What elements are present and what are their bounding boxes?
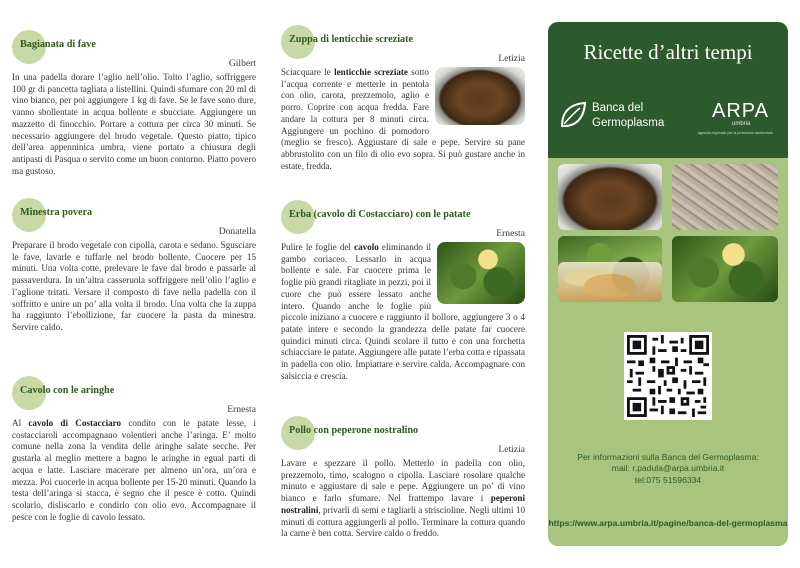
recipe-header — [281, 416, 525, 444]
recipe-erba-patate — [281, 200, 525, 382]
recipe-text: Pulire le foglie del cavolo eliminando il gambo coriaceo. Lessarlo in acqua bollente e sale. Far cuocere prima le foglie più grandi ritagliate in pezzi, poi il cuore che può essere lessato anche intero. Quando anche le foglie più piccole iniziano a cuocere e raggiunto il bollore, aggiungere 3 o 4 patate intere e secondo la grandezza delle patate far cuocere quindici minuti circa. Quindi scolare il tutto e con una forchetta schiacciare le patate. Aggiungere alle patate l’erba cotta e ripassata in padella con olio. Impiattare e servire calda. Accompagnare con salsiccia e crescia. — [281, 242, 525, 381]
recipe-author: Letizia — [498, 53, 525, 64]
recipe-author: Ernesta — [227, 404, 256, 415]
recipe-header — [12, 30, 256, 58]
recipe-header — [12, 376, 256, 404]
arpa-sublabel: umbria — [732, 121, 751, 127]
recipe-title: Zuppa di lenticchie screziate — [289, 34, 414, 45]
recipe-author: Letizia — [498, 444, 525, 455]
photo-cavolo — [672, 236, 778, 302]
recipe-bagianata — [12, 30, 256, 177]
recipe-title: Cavolo con le aringhe — [20, 385, 115, 396]
qr-code[interactable] — [624, 332, 712, 420]
info-mail[interactable]: mail: r.padula@arpa.umbria.it — [611, 463, 725, 474]
recipe-title: Erba (cavolo di Costacciaro) con le patate — [289, 209, 471, 220]
recipe-title: Minestra povera — [20, 207, 93, 218]
photo-pasta — [672, 164, 778, 230]
bank-name-line2: Germoplasma — [592, 117, 665, 129]
recipe-author: Gilbert — [228, 58, 256, 69]
recipe-title: Pollo con peperone nostralino — [289, 425, 419, 436]
recipe-text: In una padella dorare l’aglio nell’olio. Tolto l’aglio, soffriggere 100 gr di pancetta tagliata a listellini. Quindi sfumare con 20 ml di vino bianco, per poi aggiungere 1 kg di fave. Se le fave sono dure, vanno sbollentate in acqua bollente e sbucciate. Aggiungere un mazzetto di finocchio. Portare a cottura per circa 30 minuti. Se necessario aggiungere del brodo vegetale. Questo piatto, tipico dell’area appenninica umbra, viene portato a chiusura degli antipasti di Pasqua o servito come un buon contorno. Piatto povero ma gustoso. — [12, 72, 256, 176]
photo-fish — [558, 262, 662, 302]
recipe-text: Preparare il brodo vegetale con cipolla, carota e sedano. Sgusciare le fave, lavarle e tuffarle nel brodo bollente. Cuocere per 15 minuti. Una volta cotte, prelevare le fave dal brodo e passarle al passaverdura. In un’altra casseruola soffriggere nell’olio l’aglio e l’aglione tritati. Versare il composto di fave nella padella con il soffritto e unire un po’ alla volta il brodo. Una volta che la zuppa ha raggiunto l’ebollizione, far cuocere la pasta da minestra. Servire caldo. — [12, 240, 256, 332]
info-panel — [548, 22, 788, 546]
greens-photo — [437, 242, 525, 304]
recipe-text: Lavare e spezzare il pollo. Metterlo in padella con olio, prezzemolo, timo, scalogno o cipolla. Lasciare rosolare qualche minuto e aggiustare di sale e pepe. Aggiungere un po’ di vino bianco e farlo sfumare. Nel frattempo lavare i peperoni nostralini, privarli di semi e tagliarli a striscioline. Negli ultimi 10 minuti di cottura aggiungerli al pollo. Terminare la cottura quando la carne è ben cotta. Servire caldo o freddo. — [281, 458, 525, 539]
bank-name — [592, 101, 664, 131]
recipe-text: Sciacquare le lenticchie screziate sotto l’acqua corrente e metterle in pentola con olio, carota, prezzemolo, aglio e porro. Coprire con acqua fredda. Fare andare la cottura per 8 minuti circa. Aggiungere un pochino di pomodoro (meglio se fresco). Aggiustare di sale e pepe. Servire su pane abbrustolito con un filo di olio evo sopra. Si può gustare anche in estate, fredda. — [281, 67, 525, 171]
recipe-header — [281, 200, 525, 228]
contact-info — [548, 452, 788, 486]
recipe-minestra — [12, 198, 256, 334]
recipe-author: Donatella — [218, 226, 256, 237]
bank-name-line1: Banca del — [592, 102, 644, 114]
info-phone[interactable]: tel:075 51596334 — [634, 474, 702, 485]
photo-soup — [558, 164, 662, 230]
arpa-tagline: agenzia regionale per la protezione ambientale — [698, 131, 773, 135]
arpa-logo: ARPA — [712, 100, 769, 122]
recipe-text: Al cavolo di Costacciaro condito con le patate lesse, i costacciaroli accompagnano volentieri anche l’aringa. E’ molto comune nella zona la vendita delle aringhe salate secche. Per gustarla al meglio mettere a bagno le aringhe in egual parti di acqua e latte. Lasciare macerare per almeno un’ora, un’ora e mezza. Poi cuocerle in acqua bollente per 15-20 minuti. Quando la testa dell’aringa si stacca, è segno che il pesce è cotto. Quindi scolarlo, disliscarlo e condirlo con olio evo. Accompagnare il pesce con le foglie di cavolo lessato. — [12, 418, 256, 522]
recipe-pollo-peperone — [281, 416, 525, 540]
recipe-header — [281, 25, 525, 53]
recipe-zuppa-lenticchie — [281, 25, 525, 172]
recipe-header — [12, 198, 256, 226]
recipe-title: Bagianata di fave — [20, 39, 96, 50]
website-link[interactable]: https://www.arpa.umbria.it/pagine/banca-del-germoplasma — [548, 518, 788, 528]
leaf-logo-icon — [558, 100, 588, 130]
recipe-cavolo-aringhe — [12, 376, 256, 523]
recipe-author: Ernesta — [496, 228, 525, 239]
panel-title: Ricette d’altri tempi — [583, 40, 753, 64]
soup-photo — [435, 67, 525, 125]
qr-code-icon — [627, 335, 709, 417]
panel-header — [548, 22, 788, 158]
info-heading: Per informazioni sulla Banca del Germoplasma: — [577, 452, 759, 462]
